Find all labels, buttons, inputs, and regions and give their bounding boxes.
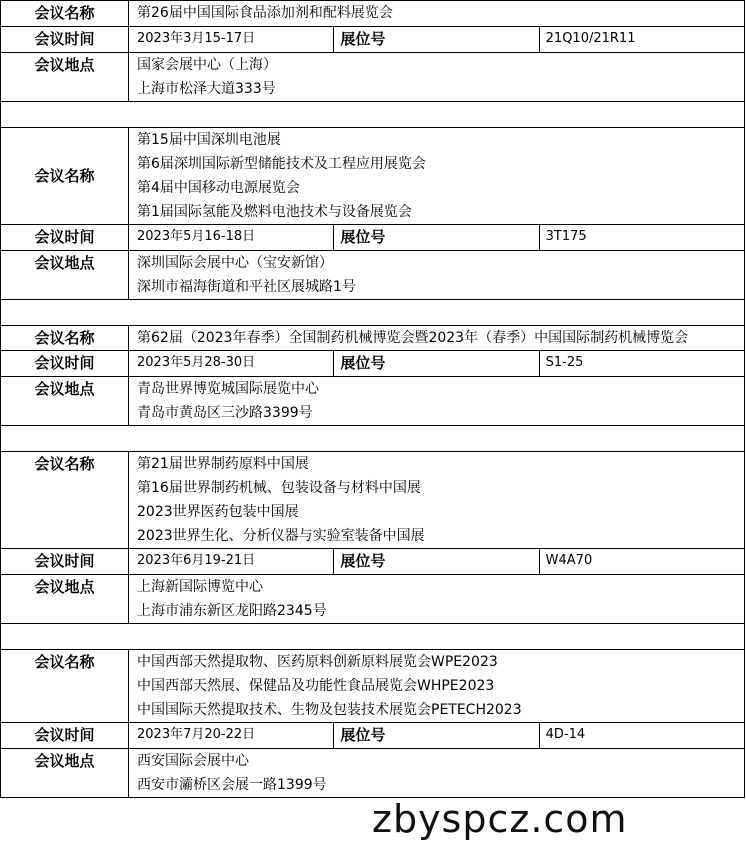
event-name: 第6届深圳国际新型储能技术及工程应用展览会 xyxy=(137,156,426,172)
event-venue-row xyxy=(1,251,745,300)
time-label: 会议时间 xyxy=(1,549,129,575)
event-name: 2023世界医药包装中国展 xyxy=(137,504,299,520)
time-label: 会议时间 xyxy=(1,723,129,749)
event-venue xyxy=(129,575,745,624)
event-name: 第62届（2023年春季）全国制药机械博览会暨2023年（春季）中国国际制药机械博览会 xyxy=(137,330,689,346)
event-name: 中国西部天然提取物、医药原料创新原料展览会WPE2023 xyxy=(137,654,498,670)
event-time-row xyxy=(1,27,745,53)
event-name-row xyxy=(1,128,745,225)
place-label: 会议地点 xyxy=(1,575,129,624)
time-label: 会议时间 xyxy=(1,225,129,251)
event-venue-row xyxy=(1,749,745,798)
booth-number: 21Q10/21R11 xyxy=(539,27,744,53)
place-label: 会议地点 xyxy=(1,53,129,102)
booth-number: 3T175 xyxy=(539,225,744,251)
event-time-row xyxy=(1,549,745,575)
site-watermark: zbyspcz.com xyxy=(372,797,628,841)
event-name: 第4届中国移动电源展览会 xyxy=(137,180,300,196)
name-label: 会议名称 xyxy=(1,128,129,225)
event-name: 第1届国际氢能及燃料电池技术与设备展览会 xyxy=(137,204,412,220)
event-name: 2023世界生化、分析仪器与实验室装备中国展 xyxy=(137,528,425,544)
venue-name: 青岛世界博览城国际展览中心 xyxy=(137,381,319,397)
spacer-row xyxy=(1,300,745,326)
booth-label: 展位号 xyxy=(334,723,539,749)
event-venue xyxy=(129,377,745,426)
place-label: 会议地点 xyxy=(1,749,129,798)
venue-address: 上海市松泽大道333号 xyxy=(137,81,276,97)
name-label: 会议名称 xyxy=(1,650,129,723)
event-name-row xyxy=(1,326,745,351)
event-venue-row xyxy=(1,53,745,102)
event-venue-row xyxy=(1,377,745,426)
place-label: 会议地点 xyxy=(1,251,129,300)
venue-address: 深圳市福海街道和平社区展城路1号 xyxy=(137,279,356,295)
place-label: 会议地点 xyxy=(1,377,129,426)
time-label: 会议时间 xyxy=(1,27,129,53)
spacer-row xyxy=(1,426,745,452)
venue-name: 西安国际会展中心 xyxy=(137,753,249,769)
event-names xyxy=(129,1,745,27)
spacer-row xyxy=(1,102,745,128)
event-name: 第26届中国国际食品添加剂和配料展览会 xyxy=(137,5,393,21)
event-time: 2023年5月16-18日 xyxy=(129,225,334,251)
booth-number: S1-25 xyxy=(539,351,744,377)
event-name-row xyxy=(1,1,745,27)
booth-number: W4A70 xyxy=(539,549,744,575)
event-names xyxy=(129,452,745,549)
event-venue xyxy=(129,251,745,300)
venue-name: 上海新国际博览中心 xyxy=(137,579,263,595)
spacer-row xyxy=(1,624,745,650)
event-venue-row xyxy=(1,575,745,624)
event-time: 2023年7月20-22日 xyxy=(129,723,334,749)
event-names xyxy=(129,650,745,723)
time-label: 会议时间 xyxy=(1,351,129,377)
booth-label: 展位号 xyxy=(334,27,539,53)
event-name-row xyxy=(1,452,745,549)
booth-label: 展位号 xyxy=(334,549,539,575)
venue-address: 青岛市黄岛区三沙路3399号 xyxy=(137,405,313,421)
event-name: 中国国际天然提取技术、生物及包装技术展览会PETECH2023 xyxy=(137,702,522,718)
booth-label: 展位号 xyxy=(334,225,539,251)
event-time: 2023年6月19-21日 xyxy=(129,549,334,575)
venue-name: 国家会展中心（上海） xyxy=(137,57,277,73)
event-time-row xyxy=(1,351,745,377)
venue-address: 上海市浦东新区龙阳路2345号 xyxy=(137,603,327,619)
venue-address: 西安市灞桥区会展一路1399号 xyxy=(137,777,327,793)
event-venue xyxy=(129,53,745,102)
name-label: 会议名称 xyxy=(1,326,129,351)
booth-number: 4D-14 xyxy=(539,723,744,749)
event-name: 第16届世界制药机械、包装设备与材料中国展 xyxy=(137,480,421,496)
event-time: 2023年5月28-30日 xyxy=(129,351,334,377)
name-label: 会议名称 xyxy=(1,452,129,549)
venue-name: 深圳国际会展中心（宝安新馆） xyxy=(137,255,333,271)
event-venue xyxy=(129,749,745,798)
event-names xyxy=(129,326,745,351)
event-name-row xyxy=(1,650,745,723)
booth-label: 展位号 xyxy=(334,351,539,377)
event-name: 第21届世界制药原料中国展 xyxy=(137,456,309,472)
event-names xyxy=(129,128,745,225)
name-label: 会议名称 xyxy=(1,1,129,27)
event-name: 中国西部天然展、保健品及功能性食品展览会WHPE2023 xyxy=(137,678,495,694)
event-time-row xyxy=(1,723,745,749)
event-name: 第15届中国深圳电池展 xyxy=(137,132,281,148)
event-time-row xyxy=(1,225,745,251)
event-time: 2023年3月15-17日 xyxy=(129,27,334,53)
